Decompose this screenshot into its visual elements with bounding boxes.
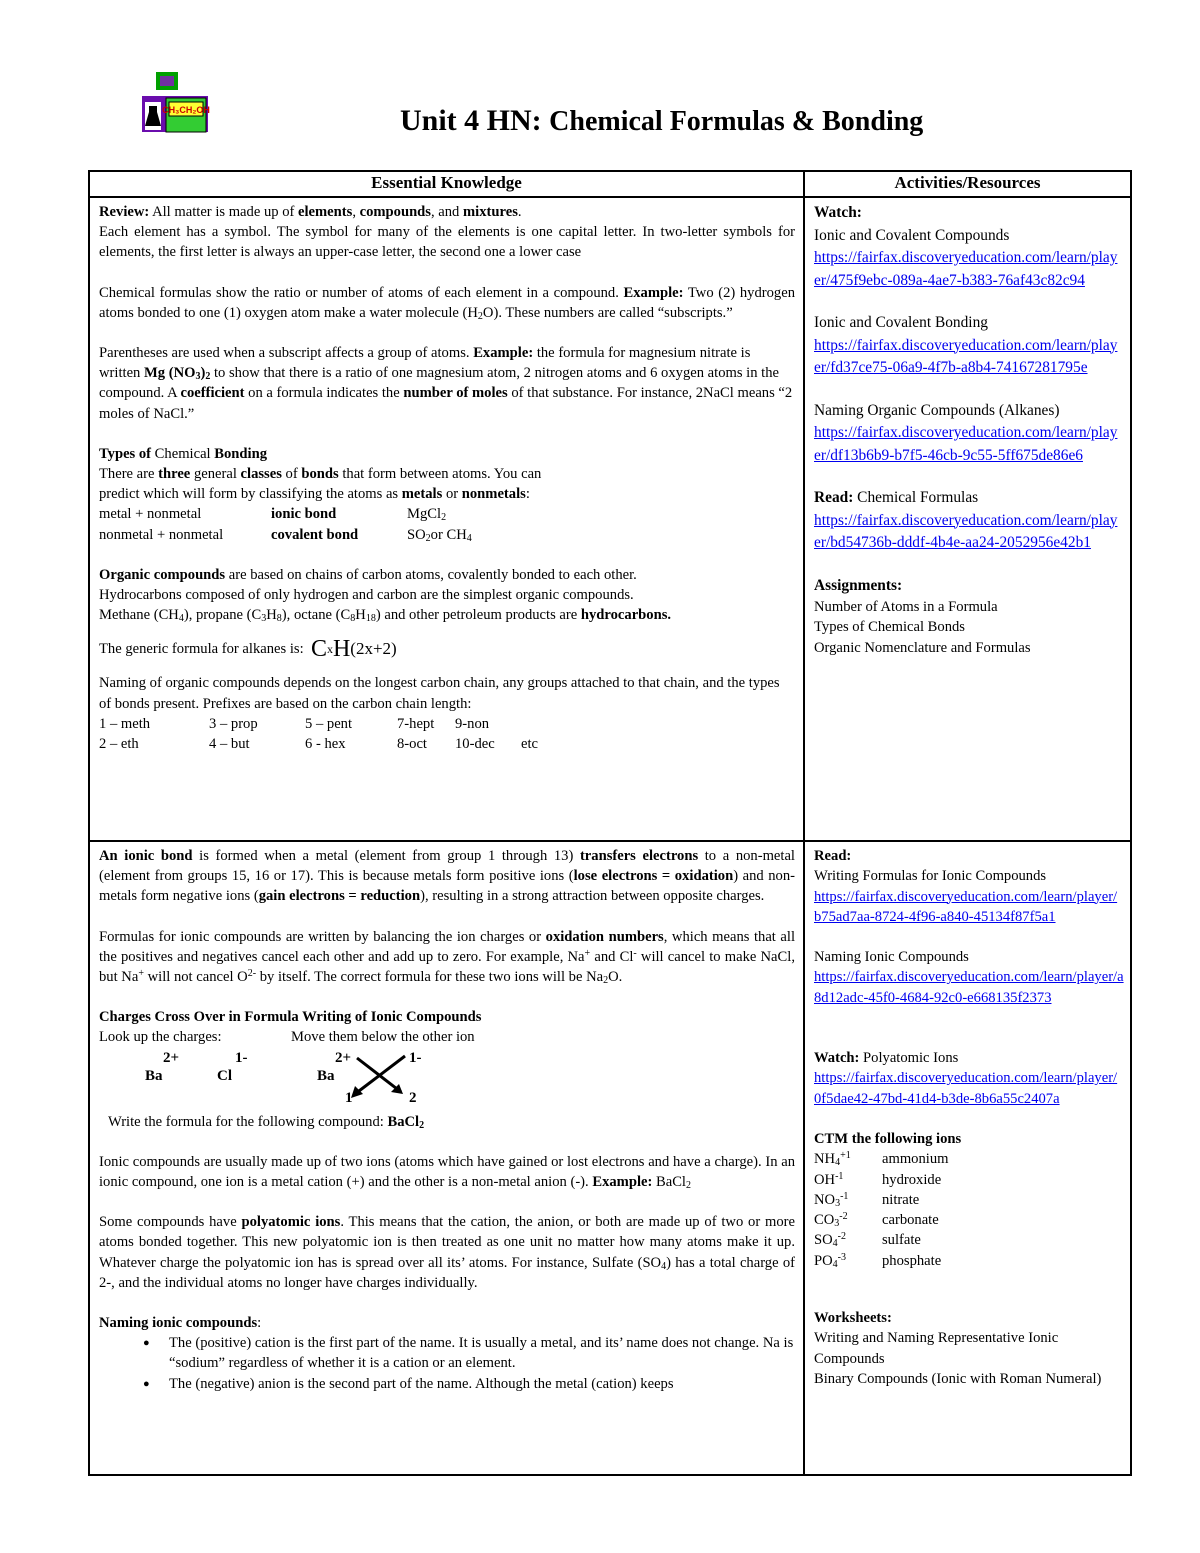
cross-over-diagram: 2+ 1- Ba Cl 2+ 1- Ba 1 2 — [99, 1048, 795, 1112]
ion-row: $PO_4^{-3}$ phosphate — [814, 1251, 942, 1270]
video-title-3: Naming Organic Compounds (Alkanes) — [814, 401, 1060, 419]
review-paragraph: Review: All matter is made up of elements, compounds, and mixtures. — [99, 204, 522, 220]
header-activities-resources: Activities/Resources — [804, 171, 1131, 197]
list-item: ● The (negative) anion is the second part of the name. Although the metal (cation) keeps — [169, 1374, 795, 1394]
resources-cell-ionic — [804, 841, 1131, 1475]
video-title-1: Ionic and Covalent Compounds — [814, 226, 1010, 244]
resources-cell-formulas — [804, 197, 1131, 841]
watch-link-polyatomic[interactable]: https://fairfax.discoveryeducation.com/learn/player/0f5dae42-47bd-41d4-b3de-8b6a55c2407a — [814, 1070, 1118, 1107]
naming-organic-paragraph: Naming of organic compounds depends on the longest carbon chain, any groups attached to that chain, and the types of bonds present. Prefixes are based on the carbon chain length: — [99, 675, 780, 712]
worksheet-item[interactable]: Writing and Naming Representative Ionic Compounds — [814, 1330, 1059, 1367]
assignment-item[interactable]: Number of Atoms in a Formula — [814, 599, 998, 615]
svg-text:CH₃CH₂OH: CH₃CH₂OH — [162, 105, 210, 115]
ionic-bond-paragraph: An ionic bond is formed when a metal (element from group 1 through 13) transfers electrons to a non-metal (element from groups 15, 16 or 17). This is because metals form positive ions (lose electrons = oxidation) and non-metals form negative ions (gain electrons = reduction), resulting in a strong attraction between opposite charges. — [99, 848, 795, 905]
ion-row: $CO_3^{-2}$ carbonate — [814, 1211, 939, 1230]
assignments-label: Assignments: — [814, 576, 903, 594]
essential-knowledge-table — [88, 170, 1132, 1476]
ionic-formulas-paragraph: Formulas for ionic compounds are written by balancing the ion charges or oxidation numbers, which means that all the positives and negatives cancel each other and add up to zero. For example, Na+ and Cl- will cancel to make NaCl, but Na+ will not cancel $O^{2-}$ by itself. The correct formula for these two ions will be $Na_2O$. — [99, 928, 796, 987]
prefix-row-2: 2 – eth 4 – but 6 - hex 8-oct 10-dec etc — [99, 736, 539, 753]
ion-row: $SO_4^{-2}$ sulfate — [814, 1231, 921, 1250]
write-formula-line: Write the formula for the following compound: BaCl$_2$ — [108, 1113, 425, 1131]
essential-cell-formulas — [89, 197, 804, 841]
title-unit: Unit 4 HN: — [400, 104, 542, 137]
chemical-formulas-paragraph: Chemical formulas show the ratio or number of atoms of each element in a compound. Example: Two (2) hydrogen atoms bonded to one (1) oxygen atom make a water molecule $(H_2O)$. These numbers are called “subscripts.” — [99, 284, 795, 322]
list-item: ● The (positive) cation is the first part of the name. It is usually a metal, and its’ name does not change. Na is “sodium” regardless of whether it is a cation or an element. — [169, 1333, 795, 1373]
polyatomic-paragraph: Some compounds have polyatomic ions. This means that the cation, the anion, or both are made up of two or more atoms bonded together. This new polyatomic ion is then treated as one unit no matter how many atoms make it up. Whatever charge the polyatomic ion has is spread over all its’ atoms. For instance, Sulfate $(SO_4)$ has a total charge of 2-, and the individual atoms no longer have charges individually. — [99, 1214, 796, 1291]
generic-formula-line: The generic formula for alkanes is: C x H (2x+2) — [99, 636, 397, 663]
video-link-3[interactable]: https://fairfax.discoveryeducation.com/learn/player/df13b6b9-b7f5-46cb-9c55-5ff675de86e6 — [814, 424, 1118, 464]
table-row — [89, 197, 1131, 841]
header-essential-knowledge: Essential Knowledge — [89, 171, 804, 197]
bond-row-covalent: nonmetal + nonmetal covalent bond $SO_2or$ $CH_4$ — [99, 526, 472, 544]
read-title-2: Naming Ionic Compounds — [814, 949, 969, 966]
page-title — [400, 104, 923, 138]
naming-ionic-heading: Naming ionic compounds: — [99, 1315, 262, 1332]
naming-rules-list — [99, 1333, 795, 1394]
organic-paragraph: Organic compounds are based on chains of carbon atoms, covalently bonded to each other. Hydrocarbons composed of only hydrogen and carbon are the simplest organic compounds. Methane $(CH_4)$, propane $(C_3H_8)$, octane $(C_8H_{18})$ and other petroleum products are hydrocarbons. — [99, 566, 672, 625]
chemistry-logo — [142, 72, 214, 134]
ionic-compounds-paragraph: Ionic compounds are usually made up of two ions (atoms which have gained or lost electrons and have a charge). In an ionic compound, one ion is a metal cation (+) and the other is a non-metal anion (-). Example: BaCl$_2$ — [99, 1153, 795, 1192]
types-of-bonding-heading: Types of Chemical Bonding — [99, 445, 267, 462]
assignment-item[interactable]: Types of Chemical Bonds — [814, 619, 965, 636]
worksheets-label: Worksheets: — [814, 1310, 892, 1327]
ion-row: $OH^{-1}$ hydroxide — [814, 1170, 942, 1188]
ctm-label: CTM the following ions — [814, 1130, 962, 1147]
read-link-formulas[interactable]: https://fairfax.discoveryeducation.com/learn/player/bd54736b-dddf-4b4e-aa24-2052956e42b1 — [814, 511, 1118, 551]
types-paragraph-2: predict which will form by classifying the atoms as metals or nonmetals: — [99, 486, 530, 503]
title-topic: Chemical Formulas & Bonding — [549, 106, 924, 137]
table-header-row — [89, 171, 1131, 197]
read-link-2[interactable]: https://fairfax.discoveryeducation.com/learn/player/a8d12adc-45f0-4684-92c0-e668135f2373 — [814, 969, 1124, 1006]
cross-over-heading: Charges Cross Over in Formula Writing of Ionic Compounds — [99, 1009, 482, 1026]
read-title-1: Writing Formulas for Ionic Compounds — [814, 868, 1047, 885]
cross-arrows-icon — [339, 1048, 429, 1112]
bond-row-ionic: metal + nonmetal ionic bond MgCl$_2$ — [99, 506, 447, 524]
video-title-2: Ionic and Covalent Bonding — [814, 314, 988, 331]
watch-label: Watch: — [814, 204, 862, 221]
read-chemical-formulas: Read: Chemical Formulas — [814, 489, 979, 506]
types-paragraph-1: There are three general classes of bonds that form between atoms. You can — [99, 466, 542, 483]
ion-row: $NH_4^{+1}$ ammonium — [814, 1150, 949, 1169]
video-link-1[interactable]: https://fairfax.discoveryeducation.com/learn/player/475f9ebc-089a-4ae7-b383-76af43c82c94 — [814, 249, 1118, 289]
read-label: Read: — [814, 848, 852, 864]
table-row — [89, 841, 1131, 1475]
cross-over-labels: Look up the charges: Move them below the other ion — [99, 1029, 475, 1046]
ion-row: $NO_3^{-1}$ nitrate — [814, 1190, 920, 1209]
read-link-1[interactable]: https://fairfax.discoveryeducation.com/learn/player/b75ad7aa-8724-4f96-a840-45134f87f5a1 — [814, 888, 1118, 925]
chemistry-flask-icon — [142, 72, 214, 134]
parentheses-paragraph: Parentheses are used when a subscript affects a group of atoms. Example: the formula for magnesium nitrate is written Mg $(NO_3)_2$ to show that there is a ratio of one magnesium atom, 2 nitrogen atoms and 6 oxygen atoms in the compound. A coefficient on a formula indicates the number of moles of that substance. For instance, 2NaCl means “2 moles of NaCl.” — [99, 345, 793, 422]
prefix-row-1: 1 – meth 3 – prop 5 – pent 7-hept 9-non — [99, 715, 490, 732]
worksheet-item[interactable]: Binary Compounds (Ionic with Roman Numeral) — [814, 1370, 1102, 1387]
essential-cell-ionic — [89, 841, 804, 1475]
symbol-paragraph: Each element has a symbol. The symbol for many of the elements is one capital letter. In two-letter symbols for elements, the first letter is always an upper-case letter, the second one a lower case — [99, 224, 795, 261]
assignment-item[interactable]: Organic Nomenclature and Formulas — [814, 639, 1031, 656]
video-link-2[interactable]: https://fairfax.discoveryeducation.com/learn/player/fd37ce75-06a9-4f7b-a8b4-74167281795e — [814, 336, 1118, 376]
watch-polyatomic: Watch: Polyatomic Ions — [814, 1050, 959, 1067]
